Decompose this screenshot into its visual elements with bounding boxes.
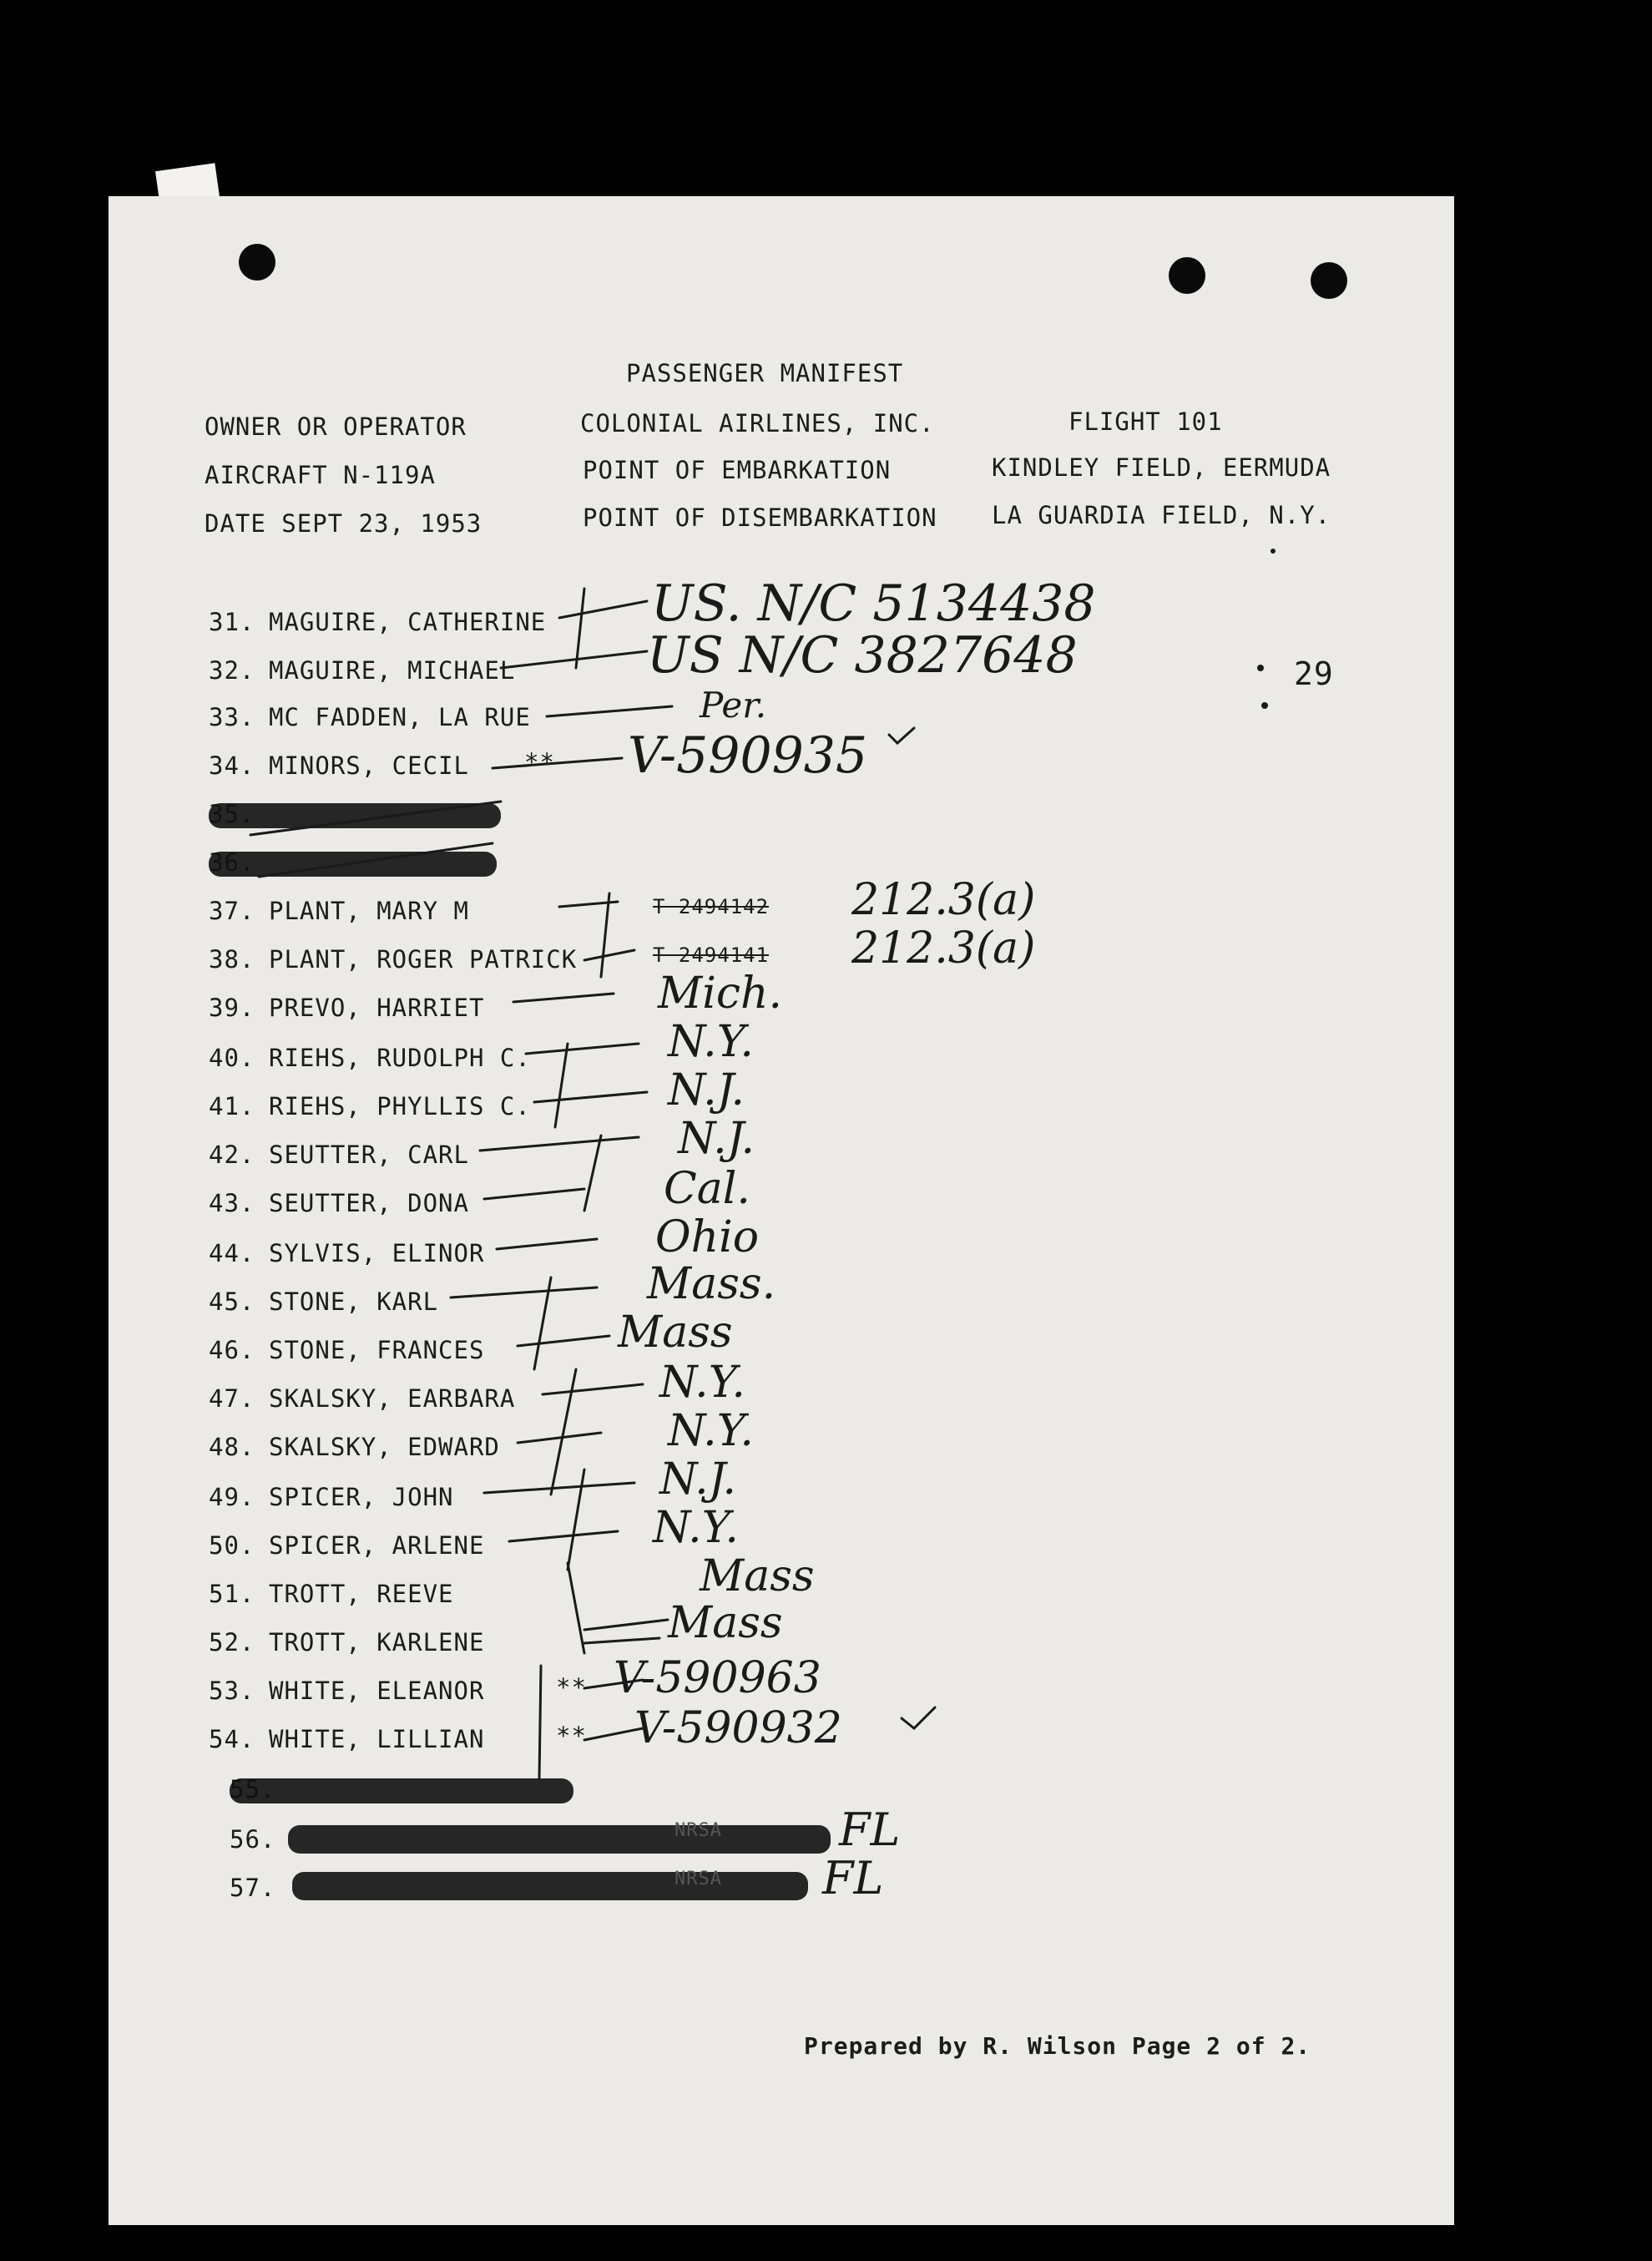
row-number: 53. bbox=[209, 1677, 255, 1705]
row-number: 46. bbox=[209, 1336, 255, 1364]
handwritten-note: 212.3(a) bbox=[851, 875, 1036, 925]
handwritten-note: N.J. bbox=[678, 1114, 755, 1164]
passenger-name: MINORS, CECIL bbox=[269, 751, 469, 780]
row-number: 56. bbox=[230, 1825, 276, 1854]
flight-date: DATE SEPT 23, 1953 bbox=[205, 509, 482, 538]
flight-number: FLIGHT 101 bbox=[1068, 407, 1223, 436]
handwritten-note: N.J. bbox=[668, 1065, 745, 1115]
passenger-name: SEUTTER, CARL bbox=[269, 1141, 469, 1169]
passenger-name: MC FADDEN, LA RUE bbox=[269, 703, 531, 731]
passenger-name: STONE, FRANCES bbox=[269, 1336, 485, 1364]
row-number: 37. bbox=[209, 897, 255, 925]
asterisk-mark: ** bbox=[556, 1673, 587, 1702]
row-number: 48. bbox=[209, 1433, 255, 1461]
handwritten-note: V-590935 bbox=[628, 726, 868, 785]
aircraft-id: AIRCRAFT N-119A bbox=[205, 461, 436, 489]
manifest-title: PASSENGER MANIFEST bbox=[626, 359, 904, 387]
row-number: 38. bbox=[209, 945, 255, 974]
row-number: 50. bbox=[209, 1531, 255, 1560]
passenger-name: SPICER, ARLENE bbox=[269, 1531, 485, 1560]
passenger-name: TROTT, KARLENE bbox=[269, 1628, 485, 1657]
row-number: 31. bbox=[209, 608, 255, 636]
struck-document-number: T 2494142 bbox=[653, 895, 770, 918]
row-number: 40. bbox=[209, 1044, 255, 1072]
passenger-name: RIEHS, RUDOLPH C. bbox=[269, 1044, 531, 1072]
row-number: 34. bbox=[209, 751, 255, 780]
handwritten-note: Mass bbox=[700, 1551, 815, 1601]
passenger-name: MAGUIRE, CATHERINE bbox=[269, 608, 547, 636]
row-number: 54. bbox=[209, 1725, 255, 1753]
prepared-by-footer: Prepared by R. Wilson Page 2 of 2. bbox=[804, 2032, 1311, 2060]
row-number: 32. bbox=[209, 656, 255, 685]
row-number: 33. bbox=[209, 703, 255, 731]
passenger-name: PREVO, HARRIET bbox=[269, 994, 485, 1022]
page-mark: 29 bbox=[1294, 655, 1334, 692]
handwritten-initials: FL bbox=[839, 1803, 901, 1856]
passenger-name: PLANT, ROGER PATRICK bbox=[269, 945, 578, 974]
handwritten-note: Cal. bbox=[664, 1164, 750, 1214]
handwritten-note: N.J. bbox=[659, 1454, 737, 1505]
handwritten-note: US. N/C 5134438 bbox=[651, 574, 1096, 633]
passenger-name: STONE, KARL bbox=[269, 1287, 439, 1316]
struck-document-number: T 2494141 bbox=[653, 943, 770, 967]
handwritten-note: V-590932 bbox=[634, 1703, 842, 1753]
row-number: 49. bbox=[209, 1483, 255, 1511]
passenger-name: MAGUIRE, MICHAEL bbox=[269, 656, 516, 685]
row-number: 57. bbox=[230, 1874, 276, 1902]
status-code: NRSA bbox=[674, 1869, 722, 1889]
passenger-name: SPICER, JOHN bbox=[269, 1483, 454, 1511]
row-number: 47. bbox=[209, 1384, 255, 1413]
handwritten-note: Ohio bbox=[655, 1212, 760, 1262]
row-number: 45. bbox=[209, 1287, 255, 1316]
handwritten-note: N.Y. bbox=[668, 1406, 754, 1456]
row-number: 44. bbox=[209, 1239, 255, 1267]
handwritten-note: Mass bbox=[618, 1308, 733, 1358]
embark-label: POINT OF EMBARKATION bbox=[583, 456, 892, 484]
handwritten-note: Mich. bbox=[658, 969, 783, 1019]
passenger-name: TROTT, REEVE bbox=[269, 1580, 454, 1608]
handwritten-note: 212.3(a) bbox=[851, 923, 1036, 974]
passenger-name: WHITE, LILLIAN bbox=[269, 1725, 485, 1753]
handwritten-note: Mass bbox=[668, 1598, 783, 1648]
handwritten-note: Per. bbox=[700, 685, 767, 726]
row-number: 43. bbox=[209, 1189, 255, 1217]
passenger-name: PLANT, MARY M bbox=[269, 897, 469, 925]
row-number: 42. bbox=[209, 1141, 255, 1169]
handwritten-note: N.Y. bbox=[653, 1503, 739, 1553]
row-number: 52. bbox=[209, 1628, 255, 1657]
handwritten-note: V-590963 bbox=[614, 1653, 821, 1703]
disembark-label: POINT OF DISEMBARKATION bbox=[583, 503, 937, 532]
owner-value: COLONIAL AIRLINES, INC. bbox=[580, 409, 935, 438]
owner-label: OWNER OR OPERATOR bbox=[205, 412, 467, 441]
handwritten-initials: FL bbox=[822, 1852, 884, 1904]
handwritten-note: N.Y. bbox=[668, 1017, 754, 1067]
passenger-name: RIEHS, PHYLLIS C. bbox=[269, 1092, 531, 1120]
row-number: 41. bbox=[209, 1092, 255, 1120]
embark-value: KINDLEY FIELD, EERMUDA bbox=[992, 453, 1331, 482]
handwritten-note: Mass. bbox=[647, 1259, 776, 1309]
passenger-name: SKALSKY, EDWARD bbox=[269, 1433, 500, 1461]
asterisk-mark: ** bbox=[524, 748, 555, 776]
handwritten-note: US N/C 3827648 bbox=[647, 626, 1078, 685]
row-number: 51. bbox=[209, 1580, 255, 1608]
status-code: NRSA bbox=[674, 1820, 722, 1841]
asterisk-mark: ** bbox=[556, 1722, 587, 1750]
passenger-name: SYLVIS, ELINOR bbox=[269, 1239, 485, 1267]
passenger-name: SKALSKY, EARBARA bbox=[269, 1384, 516, 1413]
handwritten-note: N.Y. bbox=[659, 1358, 745, 1408]
passenger-name: SEUTTER, DONA bbox=[269, 1189, 469, 1217]
disembark-value: LA GUARDIA FIELD, N.Y. bbox=[992, 501, 1331, 529]
row-number: 39. bbox=[209, 994, 255, 1022]
passenger-name: WHITE, ELEANOR bbox=[269, 1677, 485, 1705]
